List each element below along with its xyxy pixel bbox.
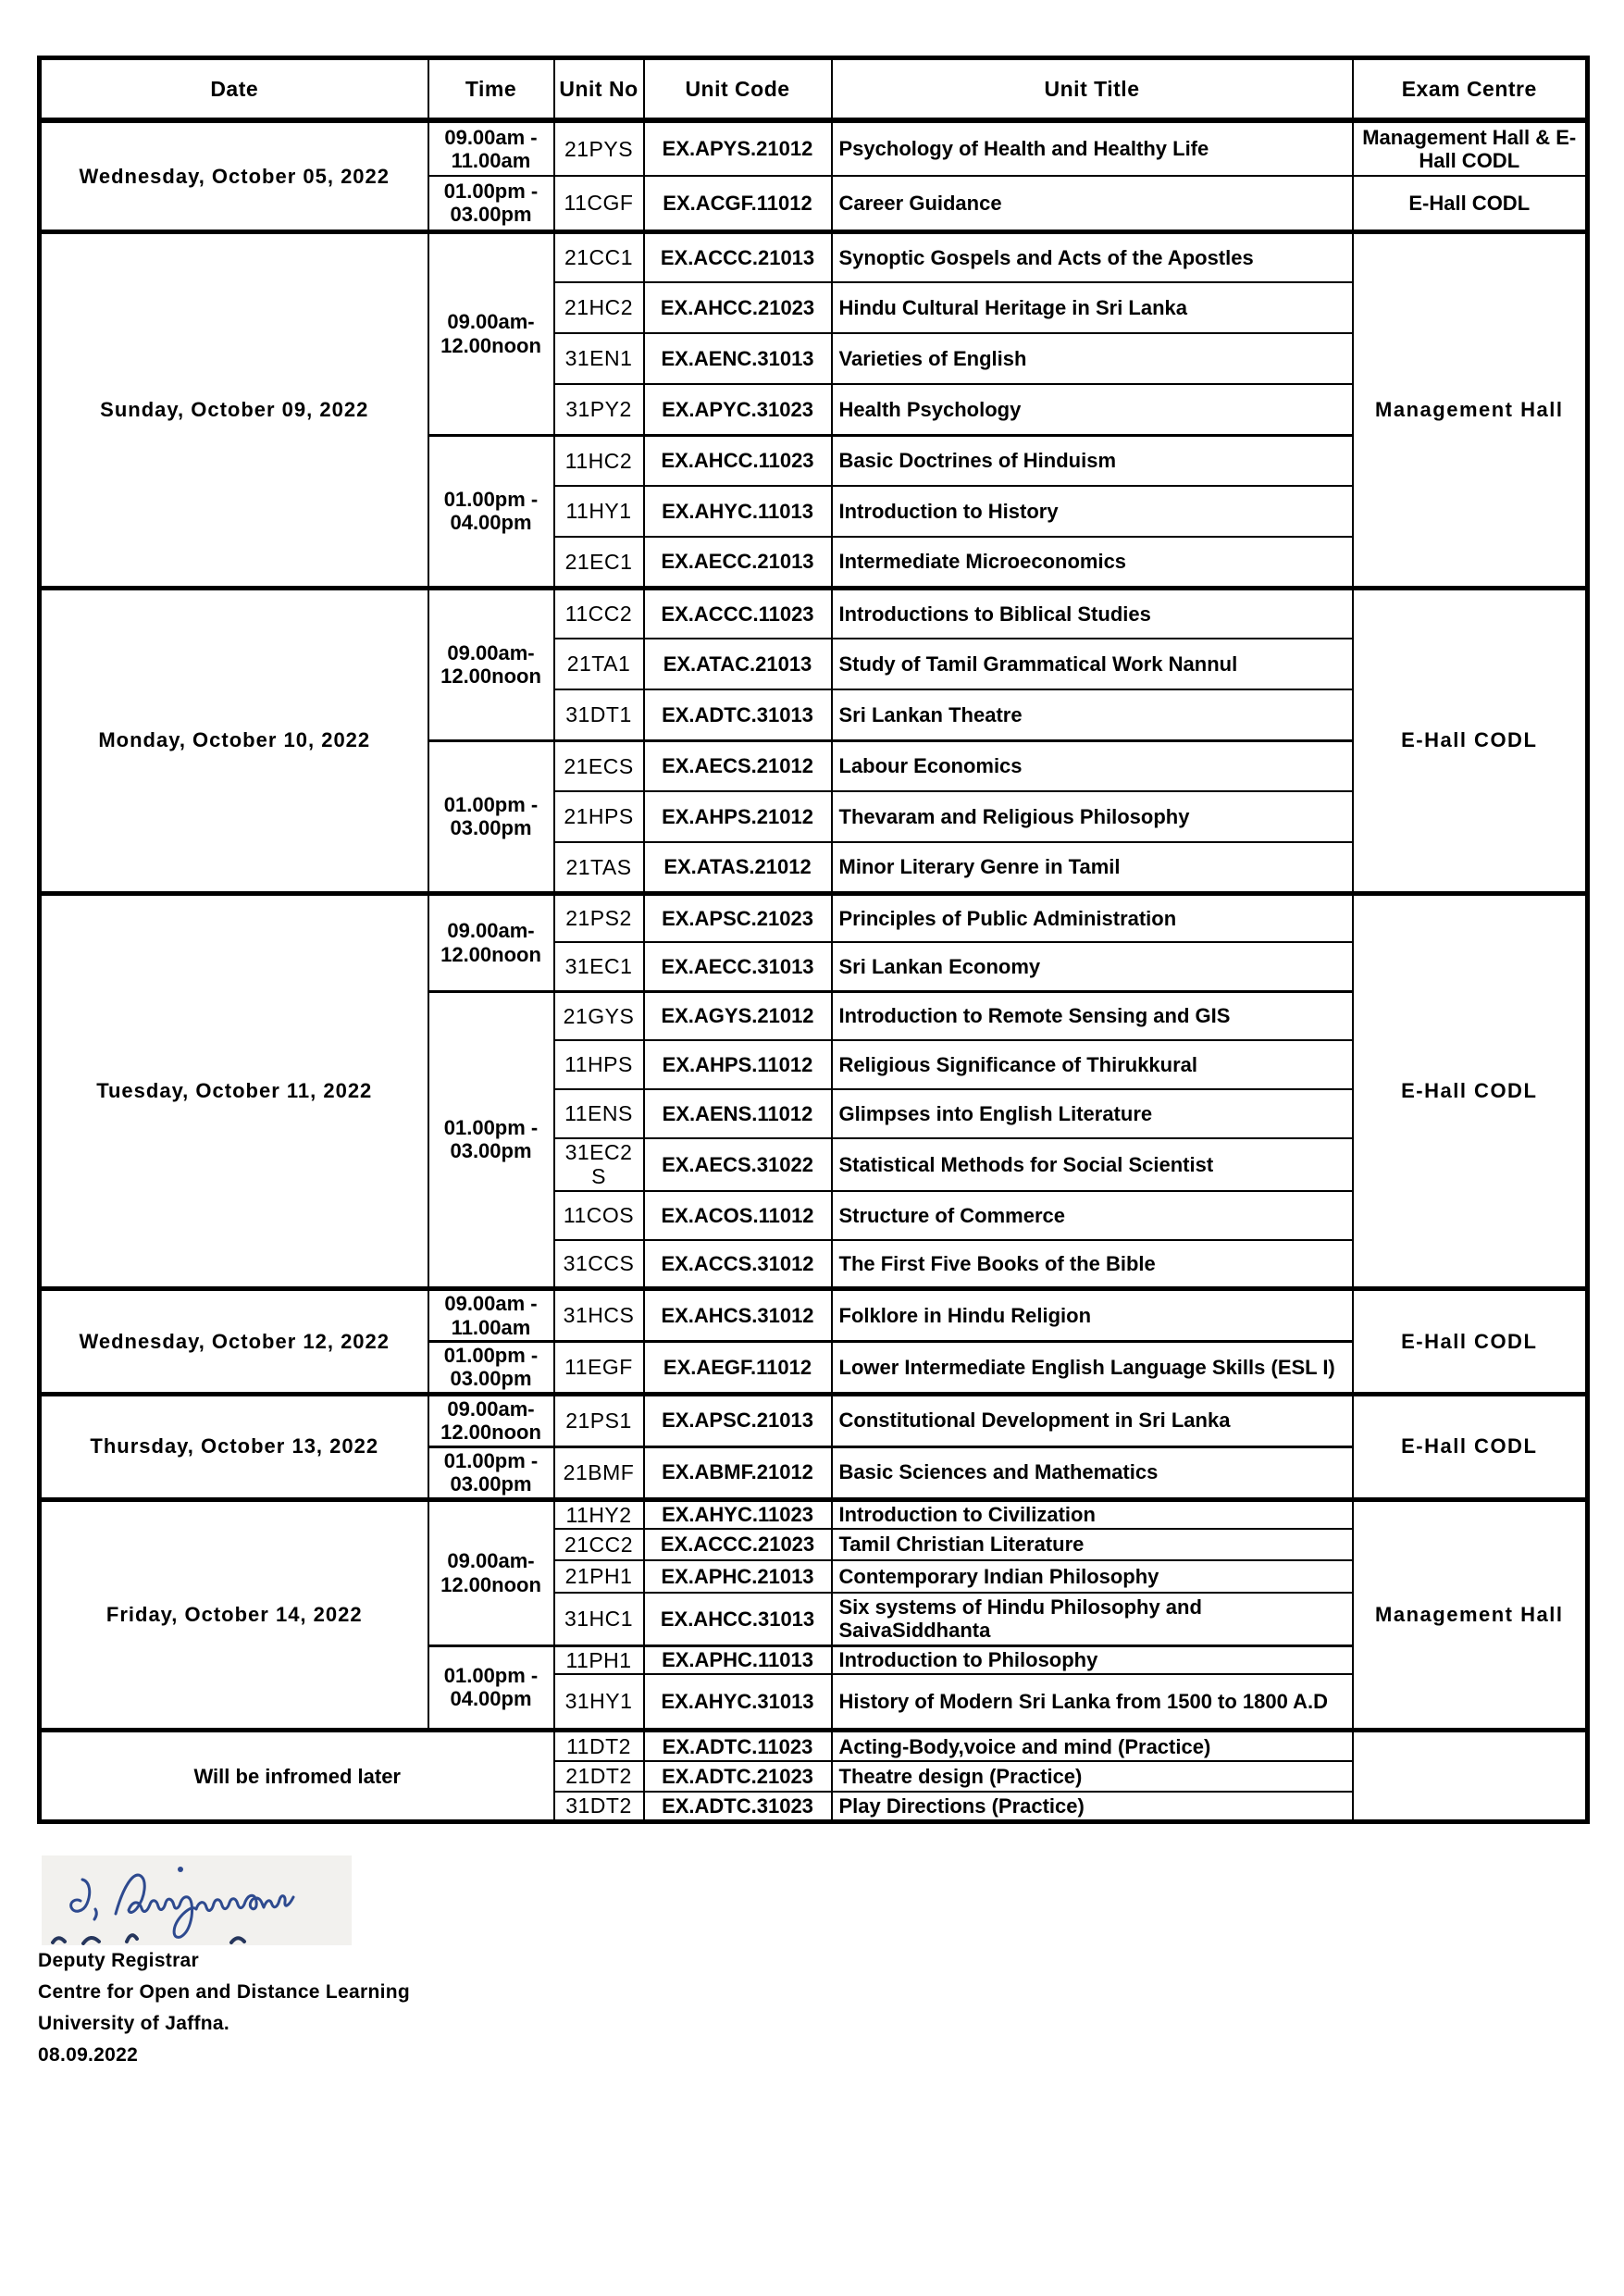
- unit-code-cell: EX.ACCS.31012: [644, 1240, 832, 1289]
- unit-no-cell: 21BMF: [554, 1446, 644, 1499]
- unit-title-cell: Glimpses into English Literature: [832, 1089, 1353, 1138]
- unit-no-cell: 21PYS: [554, 120, 644, 176]
- exam-centre-cell: Management Hall & E-Hall CODL: [1353, 120, 1588, 176]
- time-cell: 01.00pm - 03.00pm: [428, 991, 554, 1289]
- unit-title-cell: Introductions to Biblical Studies: [832, 588, 1353, 639]
- unit-code-cell: EX.AHYC.11023: [644, 1499, 832, 1529]
- unit-no-cell: 21PS2: [554, 893, 644, 942]
- unit-no-cell: 21HC2: [554, 282, 644, 333]
- unit-title-cell: Minor Literary Genre in Tamil: [832, 842, 1353, 893]
- col-header-time: Time: [428, 58, 554, 121]
- unit-title-cell: Sri Lankan Theatre: [832, 689, 1353, 740]
- unit-title-cell: Career Guidance: [832, 176, 1353, 231]
- unit-no-cell: 11COS: [554, 1191, 644, 1240]
- unit-no-cell: 21ECS: [554, 740, 644, 791]
- unit-no-cell: 31DT1: [554, 689, 644, 740]
- date-cell: Will be infromed later: [40, 1731, 554, 1822]
- col-header-exam-centre: Exam Centre: [1353, 58, 1588, 121]
- time-cell: 09.00am - 11.00am: [428, 1289, 554, 1342]
- unit-code-cell: EX.APHC.11013: [644, 1645, 832, 1674]
- unit-code-cell: EX.APSC.21023: [644, 893, 832, 942]
- unit-title-cell: Structure of Commerce: [832, 1191, 1353, 1240]
- unit-title-cell: Play Directions (Practice): [832, 1792, 1353, 1822]
- exam-centre-cell: E-Hall CODL: [1353, 1394, 1588, 1499]
- unit-code-cell: EX.AHPS.21012: [644, 791, 832, 842]
- time-cell: 01.00pm - 03.00pm: [428, 740, 554, 893]
- unit-code-cell: EX.AENS.11012: [644, 1089, 832, 1138]
- unit-no-cell: 11HPS: [554, 1040, 644, 1089]
- time-cell: 01.00pm - 03.00pm: [428, 1446, 554, 1499]
- unit-no-cell: 31PY2: [554, 384, 644, 435]
- unit-code-cell: EX.AEGF.11012: [644, 1341, 832, 1394]
- unit-no-cell: 21PS1: [554, 1394, 644, 1446]
- unit-code-cell: EX.ACCC.21023: [644, 1529, 832, 1560]
- unit-title-cell: Introduction to Remote Sensing and GIS: [832, 991, 1353, 1040]
- unit-code-cell: EX.AECS.21012: [644, 740, 832, 791]
- unit-no-cell: 11CGF: [554, 176, 644, 231]
- unit-no-cell: 11HY2: [554, 1499, 644, 1529]
- unit-title-cell: Introduction to History: [832, 486, 1353, 537]
- table-row: [40, 231, 1588, 282]
- unit-code-cell: EX.AHYC.11013: [644, 486, 832, 537]
- unit-no-cell: 21TAS: [554, 842, 644, 893]
- signatory-title: Deputy Registrar: [38, 1950, 200, 1971]
- unit-code-cell: EX.ACGF.11012: [644, 176, 832, 231]
- unit-code-cell: EX.ATAS.21012: [644, 842, 832, 893]
- unit-title-cell: Sri Lankan Economy: [832, 942, 1353, 991]
- time-cell: 09.00am - 11.00am: [428, 120, 554, 176]
- unit-title-cell: History of Modern Sri Lanka from 1500 to 1800 A.D: [832, 1674, 1353, 1731]
- col-header-unit-code: Unit Code: [644, 58, 832, 121]
- unit-title-cell: Six systems of Hindu Philosophy and SaivaSiddhanta: [832, 1593, 1353, 1645]
- unit-title-cell: Labour Economics: [832, 740, 1353, 791]
- unit-no-cell: 31HY1: [554, 1674, 644, 1731]
- unit-code-cell: EX.AHCC.11023: [644, 435, 832, 486]
- unit-no-cell: 21DT2: [554, 1761, 644, 1792]
- unit-title-cell: Introduction to Philosophy: [832, 1645, 1353, 1674]
- unit-code-cell: EX.ABMF.21012: [644, 1446, 832, 1499]
- time-cell: 01.00pm - 03.00pm: [428, 1341, 554, 1394]
- unit-code-cell: EX.AHYC.31013: [644, 1674, 832, 1731]
- unit-code-cell: EX.ADTC.11023: [644, 1731, 832, 1761]
- unit-title-cell: Hindu Cultural Heritage in Sri Lanka: [832, 282, 1353, 333]
- unit-code-cell: EX.AHPS.11012: [644, 1040, 832, 1089]
- unit-no-cell: 21TA1: [554, 639, 644, 689]
- unit-title-cell: Principles of Public Administration: [832, 893, 1353, 942]
- signature-ink: [42, 1855, 352, 1945]
- unit-no-cell: 31HC1: [554, 1593, 644, 1645]
- unit-no-cell: 11PH1: [554, 1645, 644, 1674]
- unit-no-cell: 11CC2: [554, 588, 644, 639]
- time-cell: 01.00pm - 04.00pm: [428, 1645, 554, 1731]
- unit-code-cell: EX.ACCC.21013: [644, 231, 832, 282]
- table-row: [40, 588, 1588, 639]
- unit-no-cell: 21PH1: [554, 1560, 644, 1593]
- header-row: [40, 58, 1588, 121]
- table-row: [40, 120, 1588, 176]
- unit-title-cell: Tamil Christian Literature: [832, 1529, 1353, 1560]
- unit-code-cell: EX.ACOS.11012: [644, 1191, 832, 1240]
- time-cell: 01.00pm - 04.00pm: [428, 435, 554, 588]
- table-row: [40, 893, 1588, 942]
- unit-code-cell: EX.ATAC.21013: [644, 639, 832, 689]
- unit-code-cell: EX.AHCC.31013: [644, 1593, 832, 1645]
- exam-timetable-table: [37, 56, 1590, 1824]
- table-row: [40, 1289, 1588, 1342]
- unit-code-cell: EX.AECS.31022: [644, 1138, 832, 1191]
- time-cell: 09.00am-12.00noon: [428, 231, 554, 435]
- unit-code-cell: EX.ADTC.21023: [644, 1761, 832, 1792]
- unit-no-cell: 11EGF: [554, 1341, 644, 1394]
- time-cell: 09.00am-12.00noon: [428, 893, 554, 991]
- unit-title-cell: Religious Significance of Thirukkural: [832, 1040, 1353, 1089]
- unit-no-cell: 11ENS: [554, 1089, 644, 1138]
- exam-centre-cell: E-Hall CODL: [1353, 1289, 1588, 1394]
- unit-no-cell: 21CC1: [554, 231, 644, 282]
- unit-code-cell: EX.AECC.21013: [644, 537, 832, 588]
- unit-title-cell: Study of Tamil Grammatical Work Nannul: [832, 639, 1353, 689]
- unit-title-cell: Statistical Methods for Social Scientist: [832, 1138, 1353, 1191]
- unit-code-cell: EX.AENC.31013: [644, 333, 832, 384]
- date-cell: Wednesday, October 12, 2022: [40, 1289, 428, 1394]
- unit-title-cell: Theatre design (Practice): [832, 1761, 1353, 1792]
- date-cell: Tuesday, October 11, 2022: [40, 893, 428, 1289]
- time-cell: 01.00pm - 03.00pm: [428, 176, 554, 231]
- unit-no-cell: 31DT2: [554, 1792, 644, 1822]
- unit-code-cell: EX.APYC.31023: [644, 384, 832, 435]
- signatory-department: Centre for Open and Distance Learning: [38, 1981, 410, 2003]
- unit-code-cell: EX.APYS.21012: [644, 120, 832, 176]
- unit-no-cell: 11DT2: [554, 1731, 644, 1761]
- unit-no-cell: 11HC2: [554, 435, 644, 486]
- table-header: [40, 58, 1588, 121]
- exam-centre-cell: E-Hall CODL: [1353, 176, 1588, 231]
- unit-title-cell: Basic Doctrines of Hinduism: [832, 435, 1353, 486]
- unit-title-cell: Acting-Body,voice and mind (Practice): [832, 1731, 1353, 1761]
- unit-no-cell: 31CCS: [554, 1240, 644, 1289]
- signatory-institution: University of Jaffna.: [38, 2013, 230, 2034]
- unit-title-cell: The First Five Books of the Bible: [832, 1240, 1353, 1289]
- table-row: [40, 1394, 1588, 1446]
- col-header-unit-title: Unit Title: [832, 58, 1353, 121]
- unit-title-cell: Varieties of English: [832, 333, 1353, 384]
- unit-no-cell: 11HY1: [554, 486, 644, 537]
- exam-centre-cell: Management Hall: [1353, 231, 1588, 588]
- unit-no-cell: 21HPS: [554, 791, 644, 842]
- unit-code-cell: EX.ADTC.31013: [644, 689, 832, 740]
- unit-code-cell: EX.ADTC.31023: [644, 1792, 832, 1822]
- unit-code-cell: EX.APHC.21013: [644, 1560, 832, 1593]
- unit-title-cell: Basic Sciences and Mathematics: [832, 1446, 1353, 1499]
- date-cell: Friday, October 14, 2022: [40, 1499, 428, 1731]
- unit-no-cell: 21CC2: [554, 1529, 644, 1560]
- unit-no-cell: 21GYS: [554, 991, 644, 1040]
- exam-centre-cell: [1353, 1731, 1588, 1822]
- table-body: [40, 120, 1588, 1822]
- unit-no-cell: 21EC1: [554, 537, 644, 588]
- table-row: [40, 1731, 1588, 1761]
- unit-title-cell: Contemporary Indian Philosophy: [832, 1560, 1353, 1593]
- date-cell: Thursday, October 13, 2022: [40, 1394, 428, 1499]
- unit-title-cell: Lower Intermediate English Language Skills (ESL I): [832, 1341, 1353, 1394]
- date-cell: Wednesday, October 05, 2022: [40, 120, 428, 231]
- unit-title-cell: Synoptic Gospels and Acts of the Apostles: [832, 231, 1353, 282]
- unit-code-cell: EX.APSC.21013: [644, 1394, 832, 1446]
- unit-code-cell: EX.ACCC.11023: [644, 588, 832, 639]
- unit-no-cell: 31EN1: [554, 333, 644, 384]
- unit-title-cell: Constitutional Development in Sri Lanka: [832, 1394, 1353, 1446]
- col-header-unit-no: Unit No: [554, 58, 644, 121]
- unit-title-cell: Intermediate Microeconomics: [832, 537, 1353, 588]
- unit-code-cell: EX.AHCC.21023: [644, 282, 832, 333]
- unit-no-cell: 31HCS: [554, 1289, 644, 1342]
- unit-title-cell: Psychology of Health and Healthy Life: [832, 120, 1353, 176]
- time-cell: 09.00am-12.00noon: [428, 1499, 554, 1645]
- time-cell: 09.00am-12.00noon: [428, 588, 554, 740]
- unit-no-cell: 31EC1: [554, 942, 644, 991]
- unit-code-cell: EX.AGYS.21012: [644, 991, 832, 1040]
- unit-title-cell: Thevaram and Religious Philosophy: [832, 791, 1353, 842]
- issue-date: 08.09.2022: [38, 2044, 139, 2066]
- table-row: [40, 1499, 1588, 1529]
- signature-image: [42, 1855, 352, 1945]
- exam-centre-cell: E-Hall CODL: [1353, 588, 1588, 893]
- date-cell: Sunday, October 09, 2022: [40, 231, 428, 588]
- exam-centre-cell: E-Hall CODL: [1353, 893, 1588, 1289]
- unit-code-cell: EX.AHCS.31012: [644, 1289, 832, 1342]
- unit-title-cell: Health Psychology: [832, 384, 1353, 435]
- col-header-date: Date: [40, 58, 428, 121]
- time-cell: 09.00am-12.00noon: [428, 1394, 554, 1446]
- date-cell: Monday, October 10, 2022: [40, 588, 428, 893]
- unit-title-cell: Folklore in Hindu Religion: [832, 1289, 1353, 1342]
- signatory-block: [38, 1945, 410, 2071]
- unit-code-cell: EX.AECC.31013: [644, 942, 832, 991]
- exam-centre-cell: Management Hall: [1353, 1499, 1588, 1731]
- unit-no-cell: 31EC2S: [554, 1138, 644, 1191]
- unit-title-cell: Introduction to Civilization: [832, 1499, 1353, 1529]
